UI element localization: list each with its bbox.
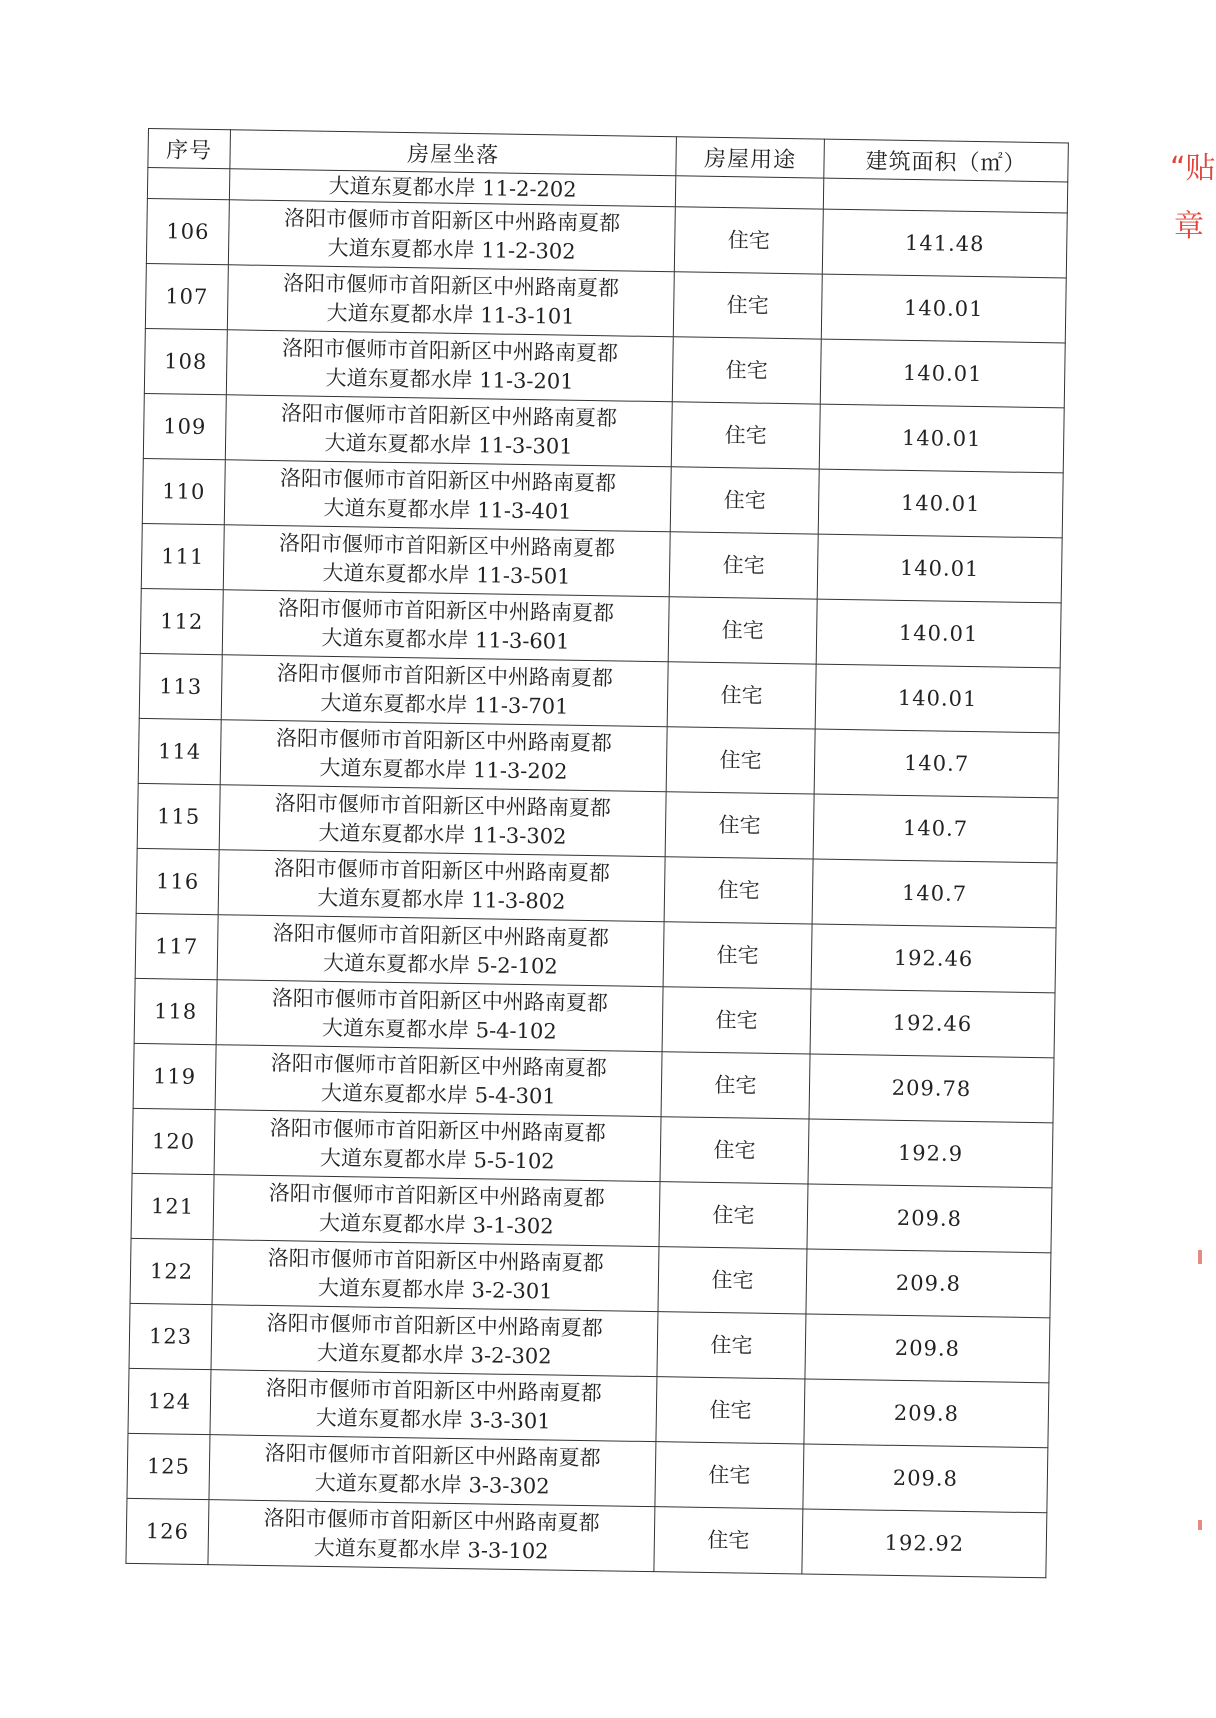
cell-use: 住宅 <box>668 597 817 664</box>
location-line-1: 洛阳市偃师市首阳新区中州路南夏都 <box>278 531 616 561</box>
location-line-1: 洛阳市偃师市首阳新区中州路南夏都 <box>277 596 615 626</box>
cell-location <box>225 395 672 467</box>
cell-location <box>213 1175 660 1247</box>
seal-edge-mark <box>1198 1520 1202 1530</box>
header-floor-area: 建筑面积（㎡） <box>824 139 1069 182</box>
cell-no: 119 <box>133 1043 216 1109</box>
cell-area: 192.46 <box>811 924 1056 993</box>
location-line-2: 大道东夏都水岸 11-3-201 <box>325 365 574 394</box>
location-line-2: 大道东夏都水岸 11-3-202 <box>319 755 568 784</box>
cell-area: 209.78 <box>809 1054 1054 1123</box>
cell-location <box>208 1500 655 1572</box>
cell-use: 住宅 <box>657 1312 806 1379</box>
cell-location <box>216 980 663 1052</box>
location-line-2: 大道东夏都水岸 11-3-601 <box>321 625 570 654</box>
cell-location <box>210 1370 657 1442</box>
cell-location <box>209 1435 656 1507</box>
seal-char: “贴 <box>1170 151 1216 186</box>
cell-location <box>215 1045 662 1117</box>
location-line-2: 大道东夏都水岸 3-1-302 <box>318 1210 554 1239</box>
cell-use: 住宅 <box>662 987 811 1054</box>
cell-no: 106 <box>146 198 229 264</box>
cell-no: 113 <box>139 653 222 719</box>
cell-no: 117 <box>135 913 218 979</box>
cell-area: 209.8 <box>804 1379 1049 1448</box>
cell-no: 110 <box>142 458 225 524</box>
cell-use: 住宅 <box>660 1117 809 1184</box>
cell-no: 111 <box>141 523 224 589</box>
cell-no: 120 <box>132 1108 215 1174</box>
seal-edge-mark <box>1198 1250 1202 1264</box>
location-line-1: 洛阳市偃师市首阳新区中州路南夏都 <box>270 1051 607 1081</box>
cell-use: 住宅 <box>658 1247 807 1314</box>
cell-area: 209.8 <box>803 1444 1048 1513</box>
location-line-1: 洛阳市偃师市首阳新区中州路南夏都 <box>276 661 614 691</box>
cell-use: 住宅 <box>665 792 814 859</box>
location-line-1: 洛阳市偃师市首阳新区中州路南夏都 <box>267 1246 604 1276</box>
location-line-2: 大道东夏都水岸 3-3-302 <box>314 1470 550 1499</box>
cell-location <box>211 1305 658 1377</box>
cell-no: 112 <box>140 588 223 654</box>
cell-location <box>222 590 669 662</box>
cell-location <box>220 720 667 792</box>
cell-area: 140.01 <box>820 339 1065 408</box>
location-line-2: 大道东夏都水岸 3-3-102 <box>313 1535 549 1564</box>
cell-no: 125 <box>127 1433 210 1499</box>
cell-location <box>218 850 665 922</box>
cell-location <box>228 200 675 272</box>
header-usage: 房屋用途 <box>676 137 825 178</box>
cell-area: 209.8 <box>806 1249 1051 1318</box>
location-line-1: 洛阳市偃师市首阳新区中州路南夏都 <box>279 466 617 496</box>
location-line-2: 大道东夏都水岸 5-2-102 <box>322 950 558 979</box>
location-line-1: 洛阳市偃师市首阳新区中州路南夏都 <box>280 401 618 431</box>
location-line-2: 大道东夏都水岸 11-3-101 <box>326 300 575 329</box>
cell-use: 住宅 <box>663 922 812 989</box>
table-row <box>126 1498 1047 1577</box>
location-line-2: 大道东夏都水岸 11-3-501 <box>322 560 571 589</box>
location-line-1: 洛阳市偃师市首阳新区中州路南夏都 <box>269 1116 606 1146</box>
location-line-2: 大道东夏都水岸 11-3-802 <box>317 885 566 914</box>
cell-no: 118 <box>134 978 217 1044</box>
cell-use: 住宅 <box>659 1182 808 1249</box>
cell-use: 住宅 <box>655 1442 804 1509</box>
cell-use: 住宅 <box>670 467 819 534</box>
header-serial-no: 序号 <box>148 129 231 169</box>
location-line-1: 洛阳市偃师市首阳新区中州路南夏都 <box>272 921 610 951</box>
cell-area: 140.01 <box>815 664 1060 733</box>
property-table-sheet <box>125 128 1067 1578</box>
cell-no: 115 <box>137 783 220 849</box>
cell-use: 住宅 <box>671 402 820 469</box>
cell-area: 192.9 <box>808 1119 1053 1188</box>
cell-location <box>226 330 673 402</box>
location-line-1: 洛阳市偃师市首阳新区中州路南夏都 <box>274 791 612 821</box>
location-line-2: 大道东夏都水岸 11-3-401 <box>323 495 572 524</box>
cell-area: 140.01 <box>816 599 1061 668</box>
cell-location <box>214 1110 661 1182</box>
cell-area: 140.01 <box>818 469 1063 538</box>
property-table <box>125 128 1068 1578</box>
cell-area: 140.7 <box>812 859 1057 928</box>
location-line-2: 大道东夏都水岸 5-4-102 <box>321 1015 557 1044</box>
location-line-1: 洛阳市偃师市首阳新区中州路南夏都 <box>283 206 621 236</box>
seal-char: 章 <box>1174 209 1204 244</box>
cell-area <box>823 178 1067 213</box>
cell-location <box>217 915 664 987</box>
cell-location <box>212 1240 659 1312</box>
location-line-1: 洛阳市偃师市首阳新区中州路南夏都 <box>264 1440 601 1471</box>
cell-no: 108 <box>144 328 227 394</box>
cell-area: 192.46 <box>810 989 1055 1058</box>
cell-no: 109 <box>143 393 226 459</box>
cell-area: 141.48 <box>822 209 1067 278</box>
cell-location <box>224 460 671 532</box>
cell-area: 209.8 <box>807 1184 1052 1253</box>
cell-no: 114 <box>138 718 221 784</box>
cell-location <box>219 785 666 857</box>
red-seal-stamp <box>1170 140 1216 260</box>
table-body <box>126 168 1068 1578</box>
cell-use <box>675 176 823 209</box>
location-line-2: 大道东夏都水岸 3-2-302 <box>316 1340 552 1369</box>
cell-use: 住宅 <box>667 662 816 729</box>
cell-location <box>221 655 668 727</box>
cell-location <box>227 265 674 337</box>
cell-location: 大道东夏都水岸 11-2-202 <box>229 169 675 207</box>
location-line-1: 洛阳市偃师市首阳新区中州路南夏都 <box>273 856 611 886</box>
cell-use: 住宅 <box>661 1052 810 1119</box>
location-line-1: 洛阳市偃师市首阳新区中州路南夏都 <box>263 1505 600 1536</box>
location-line-1: 洛阳市偃师市首阳新区中州路南夏都 <box>282 271 620 301</box>
location-line-1: 洛阳市偃师市首阳新区中州路南夏都 <box>275 726 613 756</box>
location-line-2: 大道东夏都水岸 11-3-302 <box>318 820 567 849</box>
cell-no: 122 <box>130 1238 213 1304</box>
cell-area: 140.01 <box>821 274 1066 343</box>
location-line-2: 大道东夏都水岸 11-2-302 <box>327 235 576 264</box>
cell-no <box>147 168 229 200</box>
cell-no: 123 <box>129 1303 212 1369</box>
cell-use: 住宅 <box>656 1377 805 1444</box>
location-line-1: 洛阳市偃师市首阳新区中州路南夏都 <box>266 1311 603 1341</box>
cell-no: 124 <box>128 1368 211 1434</box>
cell-no: 121 <box>131 1173 214 1239</box>
cell-area: 140.01 <box>819 404 1064 473</box>
cell-use: 住宅 <box>674 207 823 274</box>
location-line-2: 大道东夏都水岸 5-4-301 <box>320 1080 556 1109</box>
cell-location <box>223 525 670 597</box>
cell-use: 住宅 <box>654 1507 803 1574</box>
location-line-1: 洛阳市偃师市首阳新区中州路南夏都 <box>271 986 608 1016</box>
location-line-1: 洛阳市偃师市首阳新区中州路南夏都 <box>268 1181 605 1211</box>
cell-area: 140.7 <box>813 794 1058 863</box>
cell-use: 住宅 <box>673 272 822 339</box>
location-line-1: 洛阳市偃师市首阳新区中州路南夏都 <box>281 336 619 366</box>
cell-use: 住宅 <box>672 337 821 404</box>
cell-area: 209.8 <box>805 1314 1050 1383</box>
cell-area: 140.01 <box>817 534 1062 603</box>
location-line-2: 大道东夏都水岸 11-3-701 <box>320 690 569 719</box>
location-line-1: 洛阳市偃师市首阳新区中州路南夏都 <box>265 1376 602 1406</box>
location-line-2: 大道东夏都水岸 11-3-301 <box>324 430 573 459</box>
cell-no: 107 <box>145 263 228 329</box>
cell-use: 住宅 <box>666 727 815 794</box>
cell-area: 192.92 <box>802 1509 1047 1578</box>
cell-area: 140.7 <box>814 729 1059 798</box>
cell-use: 住宅 <box>669 532 818 599</box>
header-location: 房屋坐落 <box>230 130 677 176</box>
cell-use: 住宅 <box>664 857 813 924</box>
location-line-2: 大道东夏都水岸 3-2-301 <box>317 1275 553 1304</box>
cell-no: 116 <box>136 848 219 914</box>
location-line-2: 大道东夏都水岸 5-5-102 <box>319 1145 555 1174</box>
location-line-2: 大道东夏都水岸 3-3-301 <box>315 1405 551 1434</box>
cell-no: 126 <box>126 1498 209 1564</box>
